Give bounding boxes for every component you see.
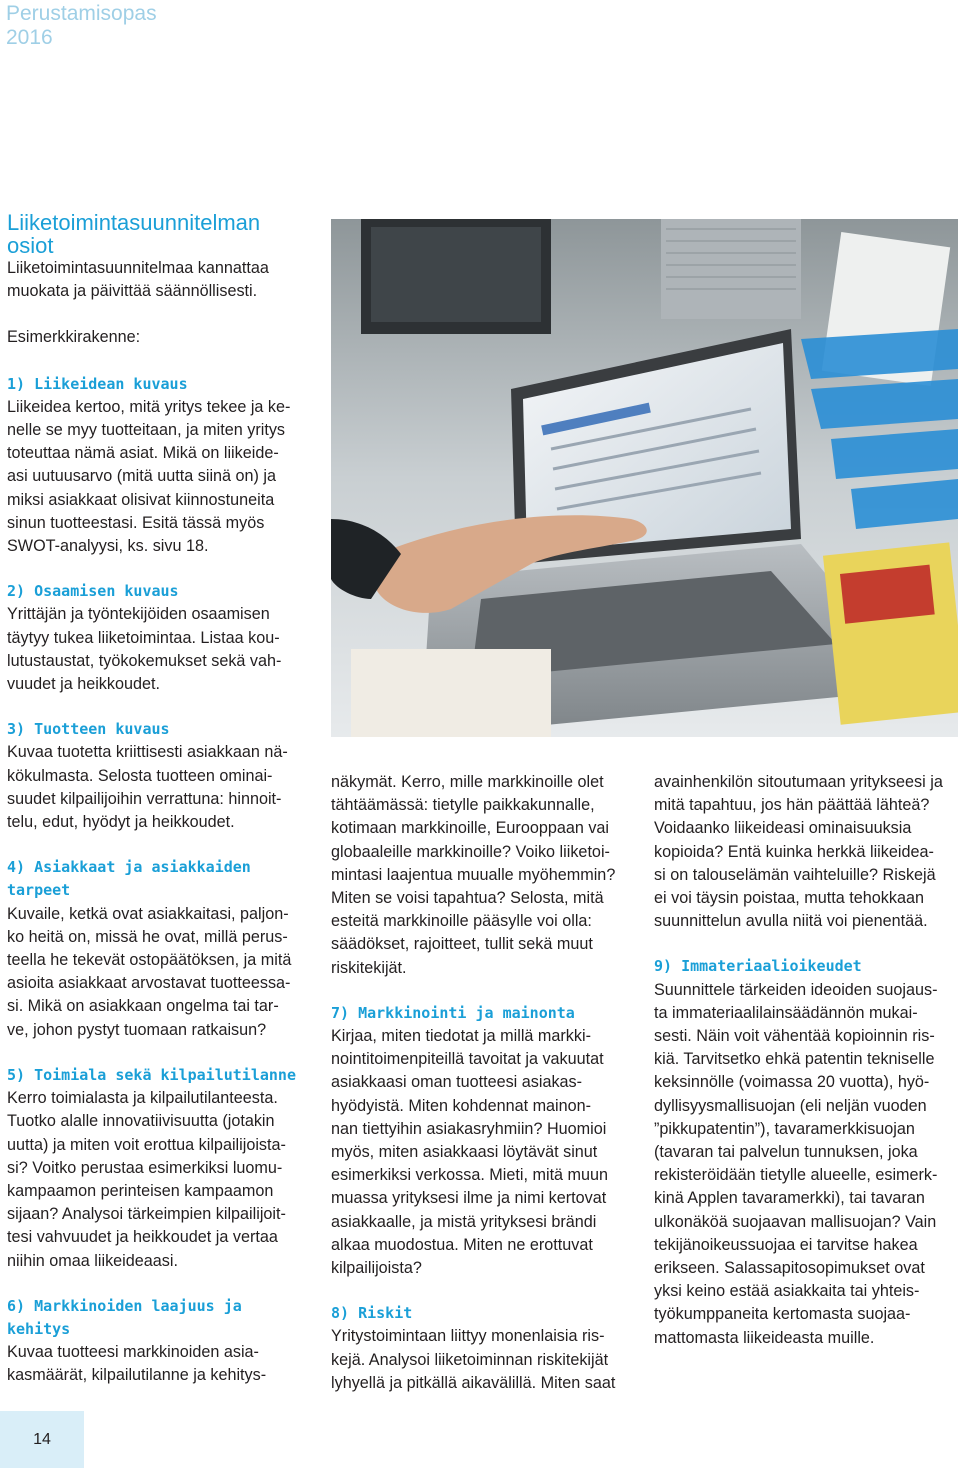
text-line: tesi vahvuudet ja heikkoudet ja vertaa	[7, 1228, 278, 1247]
example-label: Esimerkkirakenne:	[7, 328, 141, 347]
text-line: ta immateriaalilainsäädännön mukai-	[654, 1003, 918, 1022]
text-line: 9) Immateriaalioikeudet	[654, 957, 862, 976]
text-line: täytyy tukea liiketoimintaa. Listaa kou-	[7, 628, 280, 647]
text-line: globaaleille markkinoille? Voiko liiketoi-	[331, 842, 610, 861]
text-line: ulkonäköä suojaavan mallisuojan? Vain	[654, 1212, 937, 1231]
text-line: 7) Markkinointi ja mainonta	[331, 1003, 575, 1022]
text-line: si. Mikä on asiakkaan ongelma tai tar-	[7, 997, 279, 1016]
section-5	[7, 1064, 327, 1273]
text-line: säädökset, rajoitteet, tullit sekä muut	[331, 935, 593, 954]
text-line: kotimaan markkinoille, Eurooppaan vai	[331, 819, 610, 838]
section-heading	[331, 1302, 643, 1325]
text-line: hyödyistä. Miten kohdennat mainon-	[331, 1096, 592, 1115]
text-line: dyllisyysmallisuojan (eli neljän vuoden	[654, 1096, 927, 1115]
section-6-continued	[331, 771, 643, 980]
section-body	[7, 903, 327, 1042]
text-line: esteitä markkinoille pääsylle voi olla:	[331, 912, 592, 931]
text-line: nelle se myy tuotteitaan, ja miten yritys	[7, 421, 286, 440]
text-line: suunnittelun avulla niitä voi pienentää.	[654, 912, 928, 931]
text-line: nan tiettyihin asiakasryhmiin? Huomioi	[331, 1119, 607, 1138]
text-line: 1) Liikeidean kuvaus	[7, 374, 188, 393]
text-line: asi uutuusarvo (mitä uutta siinä on) ja	[7, 467, 277, 486]
intro-title-line2: osiot	[7, 233, 54, 258]
text-line: kasmäärät, kilpailutilanne ja kehitys-	[7, 1366, 267, 1385]
text-line: Voidaanko liikeideasi ominaisuuksia	[654, 819, 912, 838]
text-line: Yritystoimintaan liittyy monenlaisia ris-	[331, 1327, 605, 1346]
text-line: telu, edut, hyödyt ja heikkoudet.	[7, 813, 235, 832]
text-line: si? Voitko perustaa esimerkiksi luomu-	[7, 1158, 283, 1177]
text-line: sijaan? Analysoi tärkeimpien kilpailijoit-	[7, 1205, 286, 1224]
text-line: suudet kilpailijoihin verrattuna: hinnoit-	[7, 789, 282, 808]
text-line: lyhyellä ja pitkällä aikavälillä. Miten saat	[331, 1373, 616, 1392]
text-line: (tavaran tai palvelun tunnuksen, joka	[654, 1143, 918, 1162]
section-heading	[654, 955, 958, 978]
section-1	[7, 373, 327, 559]
text-line: erikseen. Salassapitosopimukset ovat	[654, 1259, 925, 1278]
section-8-continued	[654, 771, 958, 933]
text-line: myös, miten asiakkaasi löytävät sinut	[331, 1143, 598, 1162]
text-line: työkumppaneita kertomasta suojaa-	[654, 1305, 911, 1324]
text-line: yksi keino estää asiakkaita tai yhteis-	[654, 1282, 920, 1301]
section-heading	[7, 1295, 327, 1341]
section-heading	[7, 580, 327, 603]
page-number: 14	[33, 1430, 51, 1448]
text-line: ”pikkupatentin”), tavaramerkkisuojan	[654, 1119, 915, 1138]
text-line: ei voi täysin poistaa, mutta tehokkaan	[654, 889, 924, 908]
text-line: sesti. Näin voit vähentää kopioinnin ris-	[654, 1027, 935, 1046]
text-line: Kuvaa tuotteesi markkinoiden asia-	[7, 1343, 259, 1362]
section-body	[331, 1325, 643, 1395]
section-4	[7, 856, 327, 1042]
text-line: mattomasta liikeideasta muille.	[654, 1328, 875, 1347]
text-line: uutta) ja miten voit erottua kilpailijoista-	[7, 1135, 286, 1154]
section-heading	[7, 856, 327, 902]
text-line: Kirjaa, miten tiedotat ja millä markki-	[331, 1027, 591, 1046]
section-body	[331, 1025, 643, 1280]
header-title: Perustamisopas	[6, 2, 157, 25]
text-line: nointitoimenpiteillä tavoitat ja vakuutat	[331, 1050, 604, 1069]
section-7	[331, 1002, 643, 1280]
text-line: Liikeidea kertoo, mitä yritys tekee ja ke-	[7, 397, 291, 416]
page-number-box	[0, 1411, 84, 1468]
section-body	[7, 1087, 327, 1273]
text-line: kehitys	[7, 1319, 71, 1338]
text-line: 5) Toimiala sekä kilpailutilanne	[7, 1065, 296, 1084]
laptop-photo	[331, 219, 958, 737]
text-line: tarpeet	[7, 881, 71, 900]
text-line: 6) Markkinoiden laajuus ja	[7, 1296, 242, 1315]
section-6	[7, 1295, 327, 1388]
text-line: riskitekijät.	[331, 958, 407, 977]
text-line: vuudet ja heikkoudet.	[7, 675, 160, 694]
text-line: asioita asiakkaat arvostavat tuotteessa-	[7, 974, 291, 993]
text-line: Suunnittele tärkeiden ideoiden suojaus-	[654, 980, 938, 999]
section-body	[7, 1341, 327, 1387]
text-line: näkymät. Kerro, mille markkinoille olet	[331, 773, 604, 791]
section-heading	[7, 1064, 327, 1087]
section-body	[7, 396, 327, 558]
section-8	[331, 1302, 643, 1395]
text-line: muassa yrityksesi ilme ja nimi kertovat	[331, 1189, 607, 1208]
text-line: mintasi laajentua muualle myöhemmin?	[331, 865, 616, 884]
text-line: Liiketoimintasuunnitelmaa kannattaa	[7, 259, 269, 277]
right-column	[654, 771, 958, 1350]
text-line: SWOT-analyysi, ks. sivu 18.	[7, 537, 209, 556]
text-line: lutustaustat, työkokemukset sekä vah-	[7, 651, 282, 670]
text-line: tekijänoikeussuojaa ei tarvitse hakea	[654, 1235, 918, 1254]
section-body	[7, 741, 327, 834]
text-line: niihin omaa liikeideaasi.	[7, 1251, 178, 1270]
text-line: Yrittäjän ja työntekijöiden osaamisen	[7, 605, 270, 624]
text-line: 3) Tuotteen kuvaus	[7, 720, 170, 739]
text-line: kinä Applen tavaramerkki), tai tavaran	[654, 1189, 925, 1208]
text-line: sinun tuotteestasi. Esitä tässä myös	[7, 513, 265, 532]
text-line: tähtäämässä: tietylle paikkakunnalle,	[331, 796, 595, 815]
text-line: ve, johon pystyt tuomaan ratkaisun?	[7, 1020, 267, 1039]
text-line: Kerro toimialasta ja kilpailutilanteesta.	[7, 1089, 278, 1108]
section-body	[7, 603, 327, 696]
section-body	[654, 979, 958, 1350]
middle-column	[331, 771, 643, 1395]
text-line: 4) Asiakkaat ja asiakkaiden	[7, 858, 251, 877]
document-header	[6, 2, 157, 50]
text-line: toteuttaa nämä asiat. Mikä on liikeide-	[7, 444, 279, 463]
text-line: kilpailijoista?	[331, 1259, 422, 1278]
text-line: muokata ja päivittää säännöllisesti.	[7, 282, 258, 301]
text-line: kökulmasta. Selosta tuotteen ominai-	[7, 766, 273, 785]
header-year: 2016	[6, 26, 53, 49]
section-9	[654, 955, 958, 1349]
text-line: teella he tekevät ostopäätöksen, ja mitä	[7, 951, 292, 970]
text-line: alkaa muodostua. Miten ne erottuvat	[331, 1235, 593, 1254]
text-line: rekisteröidään tietylle alueelle, esimerk-	[654, 1166, 938, 1185]
text-line: mitä tapahtuu, jos hän päättää lähteä?	[654, 796, 930, 815]
text-line: ko heitä on, missä he ovat, millä perus-	[7, 927, 288, 946]
text-line: Tuotko alalle innovatiivisuutta (jotakin	[7, 1112, 275, 1131]
left-column	[7, 211, 327, 1388]
intro-title-line1: Liiketoimintasuunnitelman	[7, 210, 261, 235]
section-heading	[7, 718, 327, 741]
text-line: kiä. Tarvitsetko ehkä patentin tekniselle	[654, 1050, 935, 1069]
text-line: Kuvaile, ketkä ovat asiakkaitasi, paljon-	[7, 904, 289, 923]
text-line: asiakkaalle, ja mistä yrityksesi brändi	[331, 1212, 597, 1231]
text-line: kopioida? Entä kuinka herkkä liikeidea-	[654, 842, 934, 861]
section-3	[7, 718, 327, 834]
text-line: Kuvaa tuotetta kriittisesti asiakkaan nä-	[7, 743, 288, 762]
text-line: asiakkaasi oman tuotteesi asiakas-	[331, 1073, 583, 1092]
text-line: kampaamon perinteisen kampaamon	[7, 1181, 274, 1200]
section-heading	[331, 1002, 643, 1025]
section-2	[7, 580, 327, 696]
section-heading	[7, 373, 327, 396]
text-line: si on talouselämän vaihteluille? Riskejä	[654, 865, 936, 884]
text-line: Miten se voisi tapahtua? Selosta, mitä	[331, 889, 604, 908]
text-line: avainhenkilön sitoutumaan yritykseesi ja	[654, 773, 943, 791]
text-line: miksi asiakkaat olisivat kiinnostuneita	[7, 490, 275, 509]
text-line: keksinnölle (voimassa 20 vuotta), hyö-	[654, 1073, 930, 1092]
text-line: 2) Osaamisen kuvaus	[7, 582, 179, 601]
text-line: esimerkiksi verkossa. Mieti, mitä muun	[331, 1166, 609, 1185]
text-line: 8) Riskit	[331, 1304, 413, 1323]
text-line: kejä. Analysoi liiketoiminnan riskitekijät	[331, 1350, 609, 1369]
intro-subtitle	[7, 257, 327, 303]
